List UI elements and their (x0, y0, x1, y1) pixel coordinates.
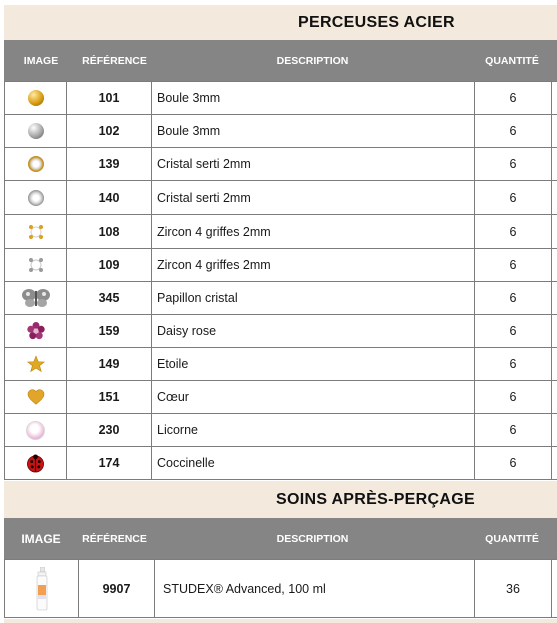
care-table (4, 559, 557, 618)
reference-cell: 230 (67, 414, 152, 447)
unicorn-icon (26, 421, 45, 440)
quantity-cell: 6 (475, 348, 552, 381)
table-row (5, 215, 557, 249)
description-cell: Boule 3mm (152, 115, 475, 148)
table-row (5, 560, 557, 618)
quantity-cell: 6 (475, 148, 552, 181)
reference-cell: 149 (67, 348, 152, 381)
table-row (5, 414, 557, 447)
reference-cell: 102 (67, 115, 152, 148)
reference-cell: 139 (67, 148, 152, 181)
description-cell: Cœur (152, 381, 475, 414)
description-cell: Daisy rose (152, 315, 475, 348)
quantity-cell: 6 (475, 115, 552, 148)
reference-cell: 9907 (79, 560, 155, 618)
quantity-cell: 6 (475, 82, 552, 115)
table-header (4, 518, 557, 559)
quantity-cell: 6 (475, 181, 552, 215)
reference-cell: 140 (67, 181, 152, 215)
section-title-text: SOINS APRÈS-PERÇAGE (276, 490, 475, 508)
spray-bottle-icon (36, 567, 48, 611)
header-image: IMAGE (23, 54, 59, 67)
header-description: DESCRIPTION (276, 54, 349, 67)
reference-cell: 108 (67, 215, 152, 249)
description-cell: Cristal serti 2mm (152, 148, 475, 181)
butterfly-icon (21, 288, 51, 308)
gold-ball-icon (28, 90, 44, 106)
table-row (5, 447, 557, 480)
quantity-cell: 6 (475, 249, 552, 282)
description-cell: Etoile (152, 348, 475, 381)
table-row (5, 282, 557, 315)
reference-cell: 159 (67, 315, 152, 348)
table-row (5, 381, 557, 414)
star-icon (27, 355, 45, 373)
quantity-cell: 6 (475, 447, 552, 480)
table-row (5, 115, 557, 148)
reference-cell: 345 (67, 282, 152, 315)
description-cell: STUDEX® Advanced, 100 ml (155, 560, 475, 618)
reference-cell: 151 (67, 381, 152, 414)
quantity-cell: 6 (475, 315, 552, 348)
table-row (5, 348, 557, 381)
ladybug-icon (26, 454, 45, 473)
reference-cell: 101 (67, 82, 152, 115)
section-title-perceuses (4, 5, 557, 40)
table-row (5, 181, 557, 215)
quantity-cell: 36 (475, 560, 552, 618)
description-cell: Cristal serti 2mm (152, 181, 475, 215)
table-row (5, 315, 557, 348)
quantity-cell: 6 (475, 282, 552, 315)
description-cell: Coccinelle (152, 447, 475, 480)
description-cell: Zircon 4 griffes 2mm (152, 249, 475, 282)
header-reference: RÉFÉRENCE (82, 532, 147, 545)
table-row (5, 148, 557, 181)
quantity-cell: 6 (475, 414, 552, 447)
table-row (5, 82, 557, 115)
description-cell: Zircon 4 griffes 2mm (152, 215, 475, 249)
header-description: DESCRIPTION (276, 532, 349, 545)
section-title-soins (4, 481, 557, 518)
daisy-icon (27, 322, 45, 340)
gold-crystal-icon (28, 156, 44, 172)
description-cell: Papillon cristal (152, 282, 475, 315)
quantity-cell: 6 (475, 381, 552, 414)
reference-cell: 109 (67, 249, 152, 282)
description-cell: Licorne (152, 414, 475, 447)
heart-icon (27, 389, 45, 405)
header-quantity: QUANTITÉ (485, 532, 539, 545)
silver-crystal-icon (28, 190, 44, 206)
reference-cell: 174 (67, 447, 152, 480)
table-header (4, 40, 557, 81)
section-title-text: PERCEUSES ACIER (298, 13, 455, 31)
silver-zircon-icon (28, 257, 44, 273)
product-table (4, 81, 557, 480)
gold-zircon-icon (28, 224, 44, 240)
quantity-cell: 6 (475, 215, 552, 249)
footer-band (4, 619, 557, 623)
description-cell: Boule 3mm (152, 82, 475, 115)
header-quantity: QUANTITÉ (485, 54, 539, 67)
header-reference: RÉFÉRENCE (82, 54, 147, 67)
table-row (5, 249, 557, 282)
header-image: IMAGE (21, 531, 61, 546)
silver-ball-icon (28, 123, 44, 139)
